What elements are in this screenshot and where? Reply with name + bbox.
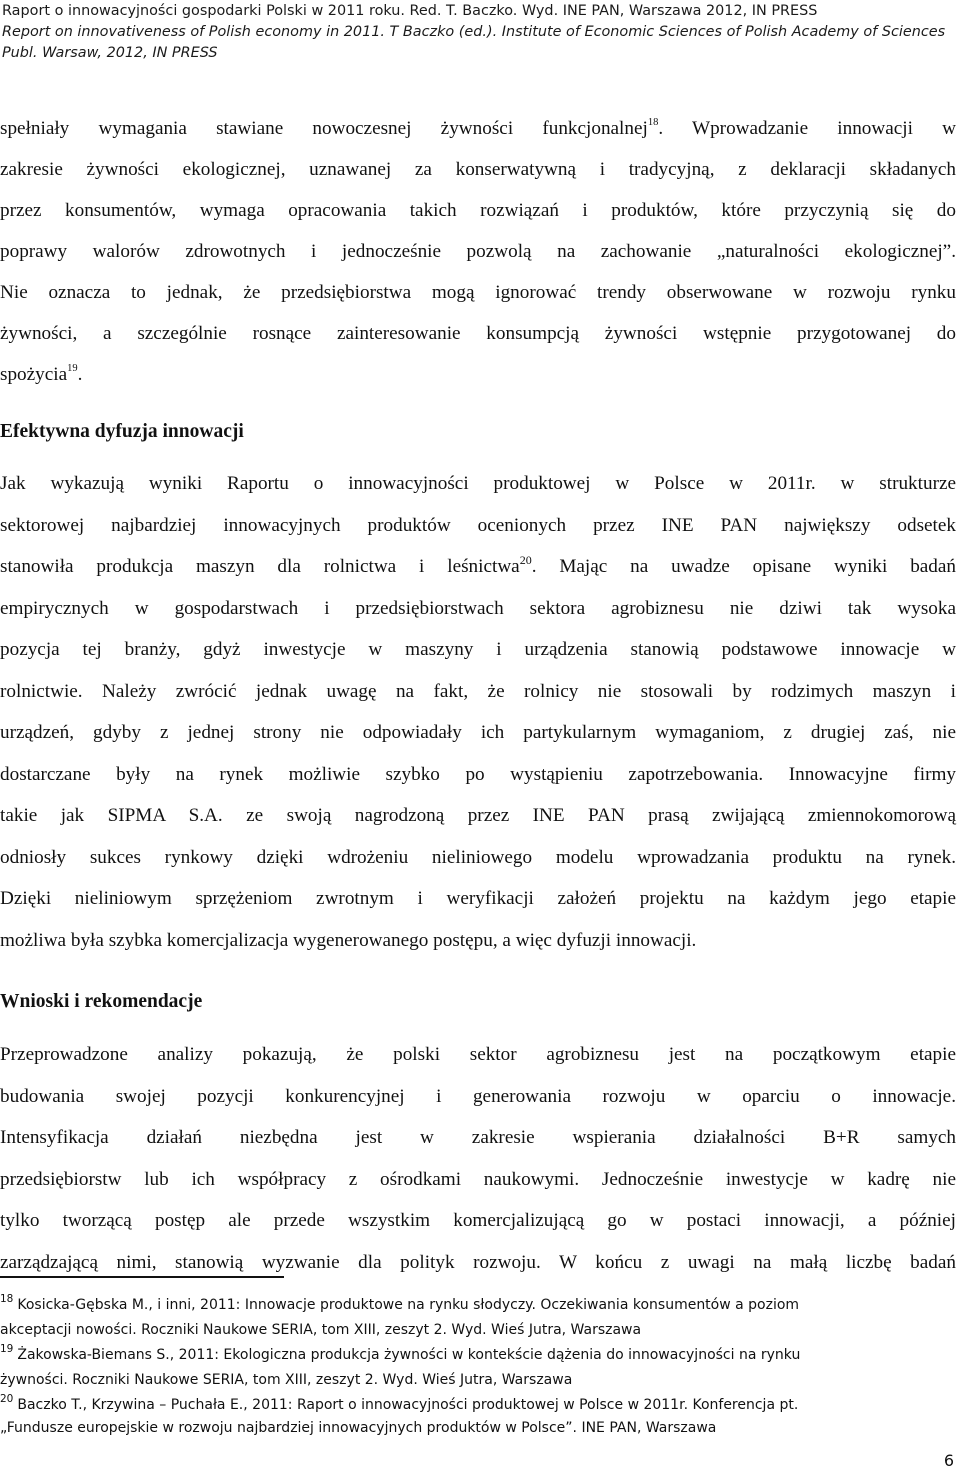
text-line: sektorowej najbardziej innowacyjnych produktów ocenionych przez INE PAN największy odsetek [0,514,956,536]
text-line: empirycznych w gospodarstwach i przedsiębiorstwach sektora agrobiznesu nie dziwi tak wysoka [0,597,956,619]
text-line: przedsiębiorstw lub ich współpracy z ośrodkami naukowymi. Jednocześnie inwestycje w kadrę nie [0,1168,956,1190]
text-line: żywności, a szczególnie rosnące zainteresowanie konsumpcją żywności wstępnie przygotowanej do [0,323,956,344]
footnote-20: $^{20}$ Baczko T., Krzywina – Puchała E., 2011: Raport o innowacyjności produktowej w Polsce w 2011r. Konferencja pt. [0,1393,799,1413]
text-line: przez konsumentów, wymaga opracowania takich rozwiązań i produktów, które przyczynią się do [0,200,956,221]
text-line: Przeprowadzone analizy pokazują, że polski sektor agrobiznesu jest na początkowym etapie [0,1044,956,1065]
text-line: Intensyfikacja działań niezbędna jest w zakresie wspierania działalności B+R samych [0,1127,956,1148]
footnote-divider [0,1276,284,1278]
footnote-19-cont: żywności. Roczniki Naukowe SERIA, tom XIII, zeszyt 2. Wyd. Wieś Jutra, Warszawa [0,1372,573,1388]
section-heading-diffusion: Efektywna dyfuzja innowacji [0,421,244,442]
footnote-18: $^{18}$ Kosicka-Gębska M., i inni, 2011: Innowacje produktowe na rynku słodyczy. Oczekiwania konsumentów a poziom [0,1293,800,1313]
footnote-number: 20 [0,1393,14,1405]
footnote-19: $^{19}$ Żakowska-Biemans S., 2011: Ekologiczna produkcja żywności w kontekście dążenia do innowacyjności na rynku [0,1343,801,1363]
text-line: budowania swojej pozycji konkurencyjnej i generowania rozwoju w oparciu o innowacje. [0,1085,956,1107]
footnote-18-cont: akceptacji nowości. Roczniki Naukowe SERIA, tom XIII, zeszyt 2. Wyd. Wieś Jutra, Warszawa [0,1322,642,1338]
paragraph-2 [0,463,956,961]
header-line-polish: Raport o innowacyjności gospodarki Polski w 2011 roku. Red. T. Baczko. Wyd. INE PAN, Warszawa 2012, IN PRESS [2,3,818,19]
page-number: 6 [943,1451,954,1470]
text-line: stanowiła produkcja maszyn dla rolnictwa i leśnictwa$^{20}$. Mając na uwadze opisane wyniki badań [0,553,957,577]
text-line: urządzeń, gdyby z jednej strony nie odpowiadały ich partykularnym wymaganiom, z drugiej zaś, nie [0,722,956,743]
footnote-ref[interactable]: 18 [647,117,659,128]
text-line: zakresie żywności ekologicznej, uznawanej za konserwatywną i tradycyjną, z deklaracji składanych [0,159,956,180]
text-line: odniosły sukces rynkowy dzięki wdrożeniu nieliniowego modelu wprowadzania produktu na rynek. [0,846,956,868]
text-line: spełniały wymagania stawiane nowoczesnej żywności funkcjonalnej$^{18}$. Wprowadzanie innowacji w [0,117,956,139]
text-line: spożycia$^{19}$. [0,363,83,385]
paragraph-1 [0,108,956,395]
header-line-english: Report on innovativeness of Polish economy in 2011. T Baczko (ed.). Institute of Economic Sciences of Polish Academy of Sciences [2,24,946,40]
section-heading-conclusions: Wnioski i rekomendacje [0,991,203,1012]
footnote-ref[interactable]: 19 [67,363,78,374]
text-line: poprawy walorów zdrowotnych i jednocześnie pozwolą na zachowanie „naturalności ekologicznej”. [0,241,956,262]
text-line: pozycja tej branży, gdyż inwestycje w maszyny i urządzenia stanowią podstawowe innowacje w [0,639,956,660]
text-line: zarządzającą nimi, stanowią wyzwanie dla polityk rozwoju. W końcu z uwagi na małą liczbę badań [0,1251,956,1273]
text-line: tylko tworzącą postęp ale przede wszystkim komercjalizującą go w postaci innowacji, a później [0,1210,956,1231]
footnote-20-cont: „Fundusze europejskie w rozwoju najbardziej innowacyjnych produktów w Polsce”. INE PAN, Warszawa [0,1420,717,1436]
footnote-ref[interactable]: 20 [519,553,532,567]
text-line: dostarczane były na rynek możliwie szybko po wystąpieniu zapotrzebowania. Innowacyjne firmy [0,763,956,785]
text-line: takie jak SIPMA S.A. ze swoją nagrodzoną przez INE PAN prasą zwijającą zmiennokomorową [0,805,956,826]
header-line-publisher: Publ. Warsaw, 2012, IN PRESS [2,45,218,61]
text-line: możliwa była szybka komercjalizacja wygenerowanego postępu, a więc dyfuzji innowacji. [0,929,697,951]
text-line: rolnictwie. Należy zwrócić jednak uwagę na fakt, że rolnicy nie stosowali by rodzimych maszyn i [0,680,956,702]
text-line: Nie oznacza to jednak, że przedsiębiorstwa mogą ignorować trendy obserwowane w rozwoju rynku [0,282,956,303]
page-body [0,108,956,1283]
text-line: Jak wykazują wyniki Raportu o innowacyjności produktowej w Polsce w 2011r. w strukturze [0,473,956,494]
footnote-number: 19 [0,1343,14,1355]
running-header [0,0,960,64]
paragraph-3 [0,1034,956,1283]
footnote-number: 18 [0,1293,14,1305]
text-line: Dzięki nieliniowym sprzężeniom zwrotnym i weryfikacji założeń projektu na każdym jego etapie [0,888,956,909]
